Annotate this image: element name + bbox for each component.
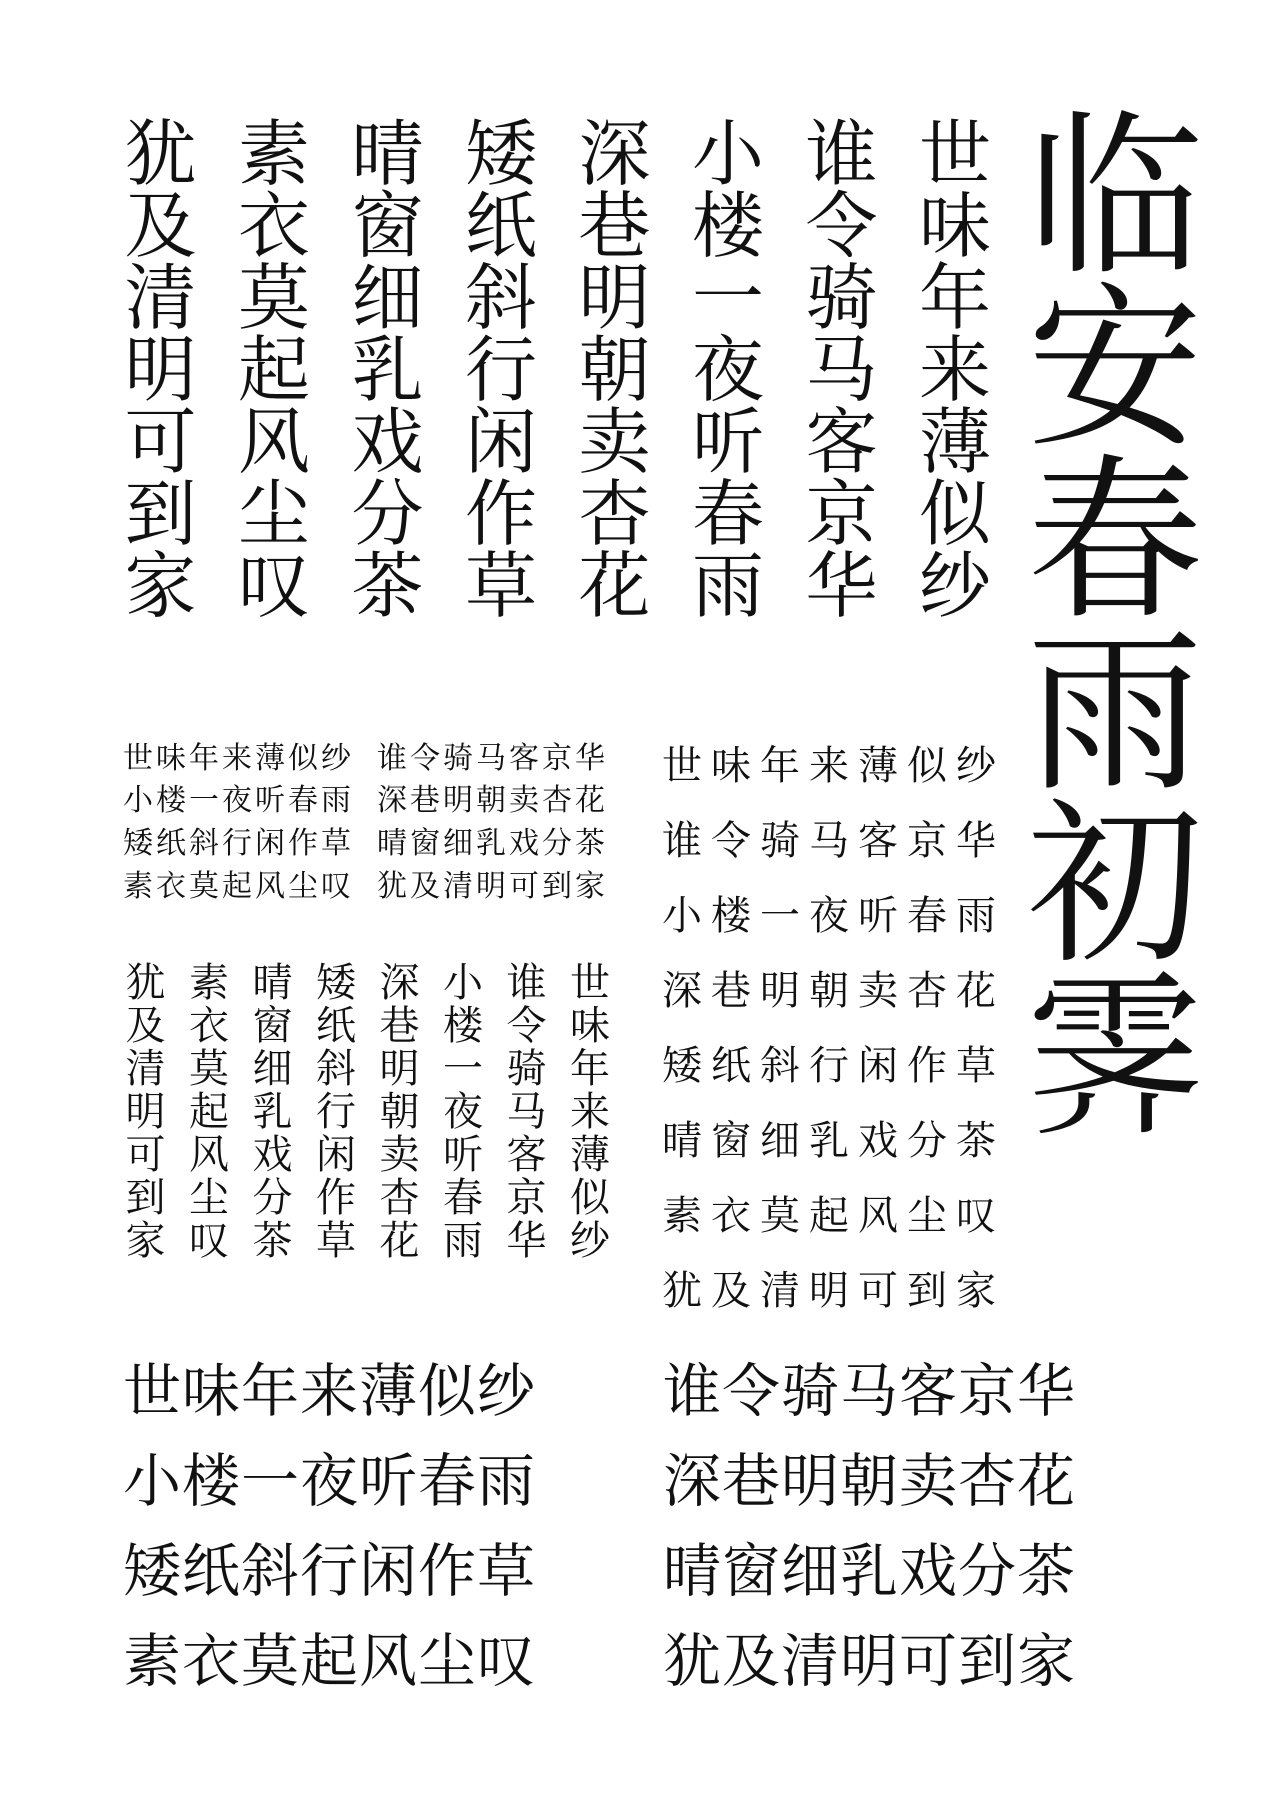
large-line: 世味年来薄似纱 — [123, 1357, 537, 1425]
small-line: 谁令骑马客京华 — [377, 741, 608, 776]
medium-vertical-char: 家 — [125, 1218, 166, 1264]
large-vertical-char: 夜 — [691, 328, 764, 412]
medium-vertical-char: 清 — [125, 1046, 166, 1092]
medium-vertical-char: 谁 — [506, 960, 547, 1006]
medium-vertical-char: 及 — [125, 1003, 166, 1049]
medium-vertical-char: 世 — [570, 960, 610, 1006]
medium-vertical-char: 明 — [379, 1046, 420, 1092]
medium-vertical-char: 春 — [443, 1175, 483, 1221]
large-vertical-char: 客 — [805, 400, 878, 484]
large-vertical-char: 晴 — [351, 112, 424, 196]
title-char: 雨 — [1026, 611, 1203, 816]
medium-vertical-char: 深 — [379, 960, 420, 1006]
medium-vertical-char: 纸 — [316, 1003, 356, 1049]
title-char: 春 — [1026, 439, 1203, 644]
medium-vertical-char: 斜 — [316, 1046, 356, 1092]
medium-vertical-char: 薄 — [570, 1132, 610, 1178]
medium-vertical-char: 草 — [316, 1218, 356, 1264]
medium-line: 素衣莫起风尘叹 — [662, 1193, 1005, 1239]
medium-vertical-char: 到 — [125, 1175, 166, 1221]
title-char: 安 — [1026, 267, 1203, 472]
large-vertical-char: 矮 — [464, 112, 537, 196]
medium-vertical-char: 晴 — [252, 960, 293, 1006]
small-line: 世味年来薄似纱 — [123, 741, 354, 776]
large-vertical-char: 纸 — [464, 184, 537, 268]
large-vertical-char: 分 — [351, 472, 424, 556]
title-char: 霁 — [1026, 955, 1203, 1160]
large-vertical-char: 茶 — [351, 544, 424, 628]
large-vertical-char: 花 — [578, 544, 651, 628]
title-char: 临 — [1026, 95, 1203, 300]
small-line: 深巷明朝卖杏花 — [377, 783, 608, 818]
medium-vertical-char: 分 — [252, 1175, 293, 1221]
large-vertical-char: 乳 — [351, 328, 424, 412]
large-vertical-char: 行 — [464, 328, 537, 412]
large-vertical-char: 风 — [237, 400, 310, 484]
large-vertical-char: 听 — [691, 400, 764, 484]
large-vertical-char: 纱 — [918, 544, 991, 628]
large-vertical-char: 谁 — [805, 112, 878, 196]
large-vertical-char: 京 — [805, 472, 878, 556]
large-line: 谁令骑马客京华 — [663, 1357, 1077, 1425]
medium-line: 世味年来薄似纱 — [662, 743, 1005, 789]
medium-vertical-char: 矮 — [316, 960, 356, 1006]
medium-vertical-char: 纱 — [570, 1218, 610, 1264]
medium-vertical-char: 叹 — [189, 1218, 229, 1264]
medium-vertical-char: 来 — [570, 1089, 610, 1135]
medium-line: 晴窗细乳戏分茶 — [662, 1118, 1005, 1164]
medium-vertical-char: 卖 — [379, 1132, 420, 1178]
large-vertical-char: 可 — [124, 400, 197, 484]
medium-vertical-char: 巷 — [379, 1003, 420, 1049]
large-vertical-char: 似 — [918, 472, 991, 556]
medium-vertical-char: 明 — [125, 1089, 166, 1135]
large-vertical-char: 杏 — [578, 472, 651, 556]
medium-vertical-char: 年 — [570, 1046, 610, 1092]
medium-vertical-char: 尘 — [189, 1175, 229, 1221]
large-vertical-char: 世 — [918, 112, 991, 196]
medium-vertical-char: 戏 — [252, 1132, 293, 1178]
medium-vertical-char: 莫 — [189, 1046, 229, 1092]
medium-vertical-char: 一 — [443, 1046, 483, 1092]
medium-line: 矮纸斜行闲作草 — [662, 1043, 1005, 1089]
large-vertical-char: 卖 — [578, 400, 651, 484]
large-vertical-char: 犹 — [124, 112, 197, 196]
large-vertical-char: 起 — [237, 328, 310, 412]
medium-vertical-char: 杏 — [379, 1175, 420, 1221]
large-vertical-char: 春 — [691, 472, 764, 556]
medium-vertical-char: 夜 — [443, 1089, 483, 1135]
large-vertical-char: 雨 — [691, 544, 764, 628]
medium-vertical-char: 小 — [443, 960, 483, 1006]
large-vertical-char: 朝 — [578, 328, 651, 412]
large-vertical-char: 明 — [124, 328, 197, 412]
small-line: 素衣莫起风尘叹 — [123, 869, 354, 904]
large-vertical-char: 薄 — [918, 400, 991, 484]
medium-line: 小楼一夜听春雨 — [662, 893, 1005, 939]
large-vertical-char: 衣 — [237, 184, 310, 268]
large-vertical-char: 及 — [124, 184, 197, 268]
medium-vertical-char: 骑 — [506, 1046, 547, 1092]
medium-vertical-char: 听 — [443, 1132, 483, 1178]
large-vertical-char: 斜 — [464, 256, 537, 340]
large-vertical-char: 味 — [918, 184, 991, 268]
small-line: 犹及清明可到家 — [377, 869, 608, 904]
medium-vertical-char: 素 — [189, 960, 229, 1006]
medium-vertical-char: 朝 — [379, 1089, 420, 1135]
large-vertical-char: 深 — [578, 112, 651, 196]
large-vertical-char: 小 — [691, 112, 764, 196]
medium-vertical-char: 可 — [125, 1132, 166, 1178]
large-vertical-char: 骑 — [805, 256, 878, 340]
medium-vertical-char: 华 — [506, 1218, 547, 1264]
medium-vertical-char: 乳 — [252, 1089, 293, 1135]
small-line: 矮纸斜行闲作草 — [123, 826, 354, 861]
large-vertical-char: 细 — [351, 256, 424, 340]
large-vertical-char: 素 — [237, 112, 310, 196]
large-vertical-char: 作 — [464, 472, 537, 556]
large-vertical-char: 闲 — [464, 400, 537, 484]
medium-vertical-char: 窗 — [252, 1003, 293, 1049]
large-vertical-char: 尘 — [237, 472, 310, 556]
large-line: 晴窗细乳戏分茶 — [663, 1537, 1077, 1605]
medium-vertical-char: 花 — [379, 1218, 420, 1264]
large-vertical-char: 楼 — [691, 184, 764, 268]
large-vertical-char: 草 — [464, 544, 537, 628]
medium-line: 谁令骑马客京华 — [662, 818, 1005, 864]
large-vertical-char: 华 — [805, 544, 878, 628]
large-vertical-char: 令 — [805, 184, 878, 268]
medium-vertical-char: 马 — [506, 1089, 547, 1135]
medium-vertical-char: 细 — [252, 1046, 293, 1092]
medium-line: 犹及清明可到家 — [662, 1268, 1005, 1314]
medium-vertical-char: 闲 — [316, 1132, 356, 1178]
large-vertical-char: 到 — [124, 472, 197, 556]
large-vertical-char: 窗 — [351, 184, 424, 268]
large-vertical-char: 莫 — [237, 256, 310, 340]
large-vertical-char: 清 — [124, 256, 197, 340]
title-char: 初 — [1026, 783, 1203, 988]
medium-vertical-char: 茶 — [252, 1218, 293, 1264]
large-vertical-char: 马 — [805, 328, 878, 412]
medium-vertical-char: 犹 — [125, 960, 166, 1006]
small-line: 晴窗细乳戏分茶 — [377, 826, 608, 861]
large-line: 矮纸斜行闲作草 — [123, 1537, 537, 1605]
large-line: 小楼一夜听春雨 — [123, 1447, 537, 1515]
medium-vertical-char: 衣 — [189, 1003, 229, 1049]
medium-vertical-char: 楼 — [443, 1003, 483, 1049]
large-vertical-char: 年 — [918, 256, 991, 340]
large-vertical-char: 巷 — [578, 184, 651, 268]
large-vertical-char: 一 — [691, 256, 764, 340]
medium-vertical-char: 雨 — [443, 1218, 483, 1264]
medium-vertical-char: 京 — [506, 1175, 547, 1221]
large-line: 犹及清明可到家 — [663, 1627, 1077, 1695]
large-vertical-char: 家 — [124, 544, 197, 628]
medium-vertical-char: 令 — [506, 1003, 547, 1049]
large-line: 素衣莫起风尘叹 — [123, 1627, 537, 1695]
medium-line: 深巷明朝卖杏花 — [662, 968, 1005, 1014]
large-vertical-char: 明 — [578, 256, 651, 340]
large-vertical-char: 来 — [918, 328, 991, 412]
medium-vertical-char: 作 — [316, 1175, 356, 1221]
medium-vertical-char: 味 — [570, 1003, 610, 1049]
small-line: 小楼一夜听春雨 — [123, 783, 354, 818]
large-line: 深巷明朝卖杏花 — [663, 1447, 1077, 1515]
large-vertical-char: 戏 — [351, 400, 424, 484]
medium-vertical-char: 行 — [316, 1089, 356, 1135]
medium-vertical-char: 起 — [189, 1089, 229, 1135]
medium-vertical-char: 客 — [506, 1132, 547, 1178]
medium-vertical-char: 似 — [570, 1175, 610, 1221]
large-vertical-char: 叹 — [237, 544, 310, 628]
medium-vertical-char: 风 — [189, 1132, 229, 1178]
